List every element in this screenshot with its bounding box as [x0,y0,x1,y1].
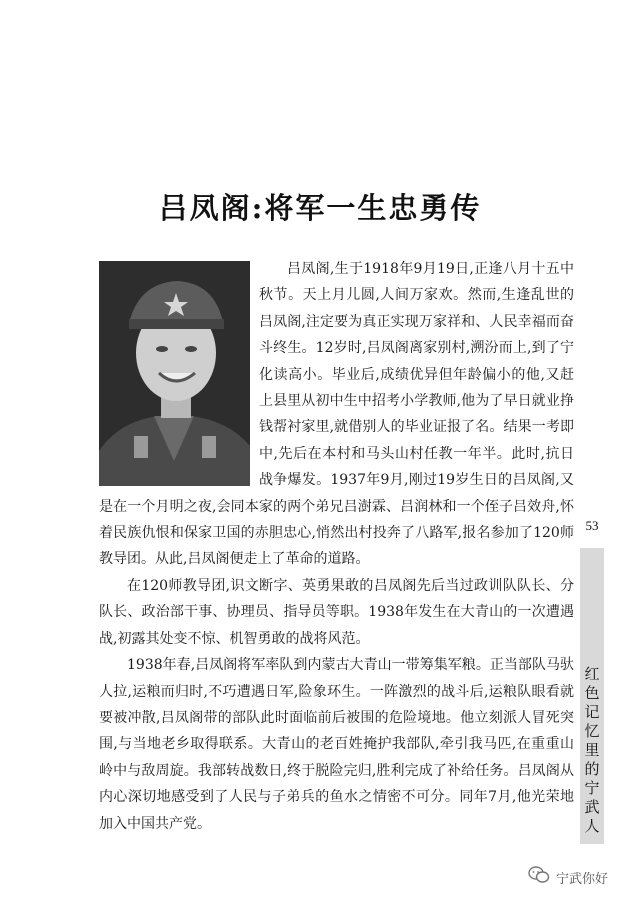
paragraph: 1938年春,吕凤阁将军率队到内蒙古大青山一带筹集军粮。正当部队马驮人拉,运粮而归时,不巧遭遇日军,险象环生。一阵激烈的战斗后,运粮队眼看就要被冲散,吕凤阁带的部队此时面临前后被围的危险境地。他立刻派人冒死突围,与当地老乡取得联系。大青山的老百姓掩护我部队,牵引我马匹,在重重山岭中与敌周旋。我部转战数日,终于脱险完归,胜利完成了补给任务。吕凤阁从内心深切地感受到了人民与子弟兵的鱼水之情密不可分。同年7月,他光荣地加入中国共产党。 [99,657,574,832]
book-title-char: 里 [584,741,600,759]
book-title-char: 忆 [584,722,600,740]
paragraph: 在120师教导团,识文断字、英勇果敢的吕凤阁先后当过政训队队长、分队长、政治部干事、协理员、指导员等职。1938年发生在大青山的一次遭遇战,初露其处变不惊、机智勇敢的战将风范。 [99,577,574,647]
page-number: 53 [585,518,599,533]
book-title-char: 红 [584,665,600,683]
book-title-char: 色 [584,684,600,702]
watermark-text: 宁武你好 [556,871,609,887]
paragraph: 吕凤阁,生于1918年9月19日,正逢八月十五中秋节。天上月儿圆,人间万家欢。然而,生逢乱世的吕凤阁,注定要为真正实现万家祥和、人民幸福而奋斗终生。12岁时,吕凤阁离家别村,溯汾而上,到了宁化读高小。毕业后,成绩优异但年龄偏小的他,又赶上县里从初中生中招考小学教师,他为了早日就业挣钱帮衬家里,就借别人的毕业证报了名。结果一考即中,先后在本村和马头山村任教一年半。此时,抗日战争爆发。1937年9月,刚过19岁生日的吕凤阁,又是在一个月明之夜,会同本家的两个弟兄吕澍霖、吕润林和一个侄子吕效舟,怀着民族仇恨和保家卫国的赤胆忠心,悄然出村投奔了八路军,报名参加了120师教导团。从此,吕凤阁便走上了革命的道路。 [99,261,574,568]
photo-float-spacer [99,256,259,490]
book-title-vertical [580,665,604,836]
book-title-char: 宁 [584,779,600,797]
book-title-char: 武 [584,798,600,816]
book-title-char: 的 [584,760,600,778]
book-title-char: 记 [584,703,600,721]
book-title-char: 人 [584,817,600,835]
watermark [528,866,608,888]
wechat-icon [528,866,550,888]
chapter-title: 吕凤阁:将军一生忠勇传 [158,191,482,225]
article-body [99,256,574,837]
